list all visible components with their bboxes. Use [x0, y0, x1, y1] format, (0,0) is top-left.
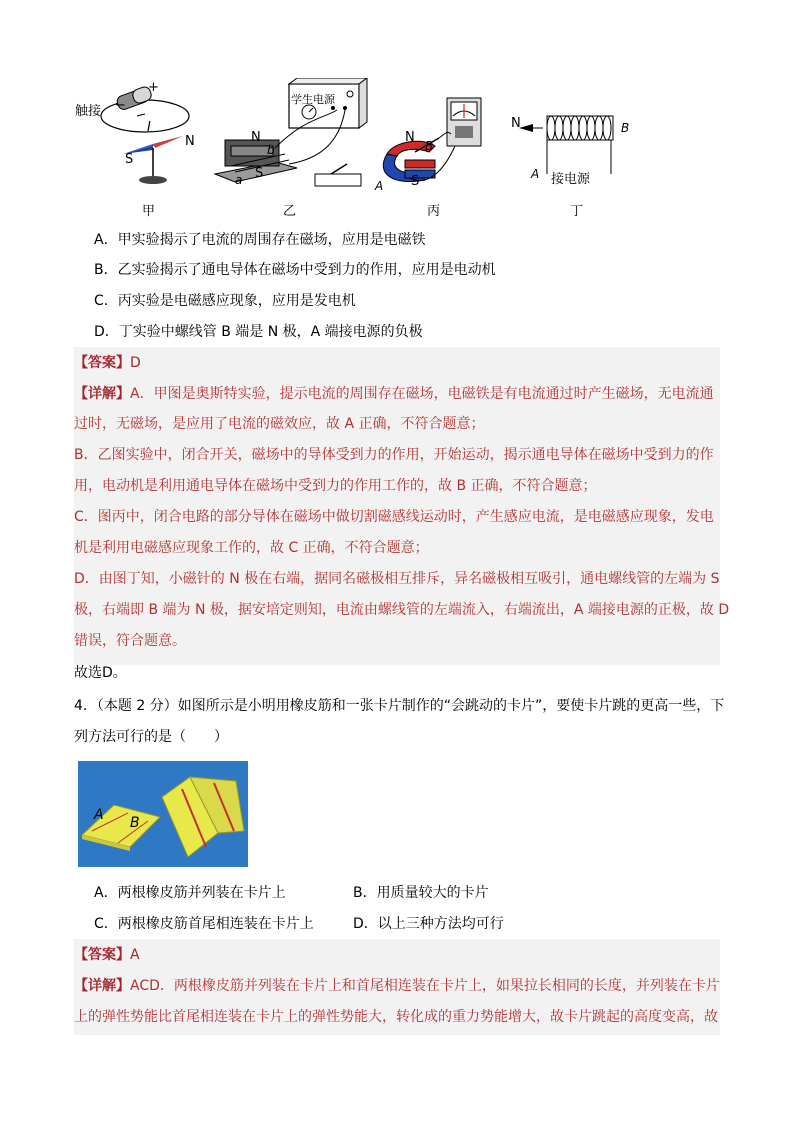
label-b3: B	[425, 139, 434, 153]
q3-detail-line-6: 机是利用电磁感应现象工作的，故 C 正确，不符合题意；	[74, 540, 429, 556]
label-power-supply: 学生电源	[291, 93, 335, 106]
q4-option-b: B．用质量较大的卡片	[353, 885, 489, 901]
q4-option-c: C．两根橡皮筋首尾相连装在卡片上	[94, 916, 314, 932]
card-label-a: A	[94, 807, 104, 823]
q3-detail-line-8: 极，右端即 B 端为 N 极，据安培定则知，电流由螺线管的左端流入，右端流出，A 端接电源的正极，故 D	[74, 602, 730, 618]
q4-detail-line-2: 上的弹性势能比首尾相连装在卡片上的弹性势能大，转化成的重力势能增大，故卡片跳起的高度变高，故	[74, 1009, 718, 1025]
label-s3: S	[411, 174, 420, 189]
card-label-b: B	[130, 815, 140, 831]
q4-answer-tag: 【答案】	[74, 947, 130, 963]
q4-stem-line-1: 4．（本题 2 分）如图所示是小明用橡皮筋和一张卡片制作的“会跳动的卡片”，要使卡片跳的更高一些，下	[74, 698, 725, 714]
q3-option-a: A．甲实验揭示了电流的周围存在磁场，应用是电磁铁	[94, 232, 426, 248]
q3-option-b: B．乙实验揭示了通电导体在磁场中受到力的作用，应用是电动机	[94, 262, 496, 278]
jumping-card-image	[78, 761, 248, 867]
q3-detail-line-4: 用，电动机是利用通电导体在磁场中受到力的作用工作的，故 B 正确，不符合题意；	[74, 478, 597, 494]
q3-option-d: D．丁实验中螺线管 B 端是 N 极，A 端接电源的负极	[94, 324, 423, 340]
caption-yi: 乙	[283, 204, 297, 219]
q4-detail-tag: 【详解】	[74, 978, 130, 994]
q4-option-d: D．以上三种方法均可行	[353, 916, 504, 932]
q3-detail-tag: 【详解】	[74, 386, 130, 402]
label-n4: N	[511, 116, 521, 131]
q4-answer-block	[74, 939, 720, 1035]
figure-electromagnetism	[75, 78, 720, 218]
q4-detail-line-1: 【详解】ACD．两根橡皮筋并列装在卡片上和首尾相连装在卡片上，如果拉长相同的长度，并列装在卡片	[74, 978, 720, 994]
label-power: 接电源	[551, 172, 591, 187]
experiments-diagram	[75, 78, 720, 218]
q3-answer-block	[74, 347, 730, 665]
q3-detail-line-7: D．由图丁知，小磁针的 N 极在右端，据同名磁极相互排斥，异名磁极相互吸引，通电螺线管的左端为 S	[74, 571, 720, 587]
q3-detail-line-5: C．图丙中，闭合电路的部分导体在磁场中做切割磁感线运动时，产生感应电流，是电磁感应现象，发电	[74, 509, 714, 525]
label-a4: A	[531, 167, 540, 181]
label-a2: a	[235, 173, 243, 187]
label-n1: N	[185, 134, 195, 149]
label-n3: N	[405, 130, 415, 145]
q3-detail-line-3: B．乙图实验中，闭合开关，磁场中的导体受到力的作用，开始运动，揭示通电导体在磁场中受到力的作	[74, 447, 714, 463]
q3-conclusion: 故选D。	[74, 665, 127, 681]
label-b4: B	[621, 121, 630, 135]
q4-answer-value: A	[130, 947, 140, 963]
label-plus: +	[148, 80, 159, 95]
q3-answer-tag: 【答案】	[74, 355, 130, 371]
q4-stem-line-2: 列方法可行的是（ ）	[74, 729, 228, 745]
label-b2: b	[267, 143, 275, 157]
label-s1: S	[125, 152, 134, 167]
q3-detail-line-2: 过时，无磁场，是应用了电流的磁效应，故 A 正确，不符合题意；	[74, 416, 485, 432]
q4-option-a: A．两根橡皮筋并列装在卡片上	[94, 885, 286, 901]
q4-answer	[74, 945, 140, 965]
label-current: I	[147, 120, 151, 135]
caption-jia: 甲	[142, 204, 156, 219]
label-n2: N	[251, 130, 261, 145]
q3-detail-line-9: 错误，符合题意。	[74, 633, 186, 649]
q3-answer-value: D	[130, 355, 141, 371]
label-s2: S	[255, 166, 264, 181]
caption-bing: 丙	[427, 204, 441, 219]
caption-ding: 丁	[570, 204, 584, 219]
q3-detail-line-1: 【详解】A．甲图是奥斯特实验，提示电流的周围存在磁场，电磁铁是有电流通过时产生磁场，无电流通	[74, 386, 714, 402]
label-minus: −	[115, 98, 126, 113]
q3-answer	[74, 353, 141, 373]
label-a3: A	[375, 179, 384, 193]
q3-option-c: C．丙实验是电磁感应现象，应用是发电机	[94, 293, 356, 309]
label-touch: 触接	[75, 104, 102, 119]
